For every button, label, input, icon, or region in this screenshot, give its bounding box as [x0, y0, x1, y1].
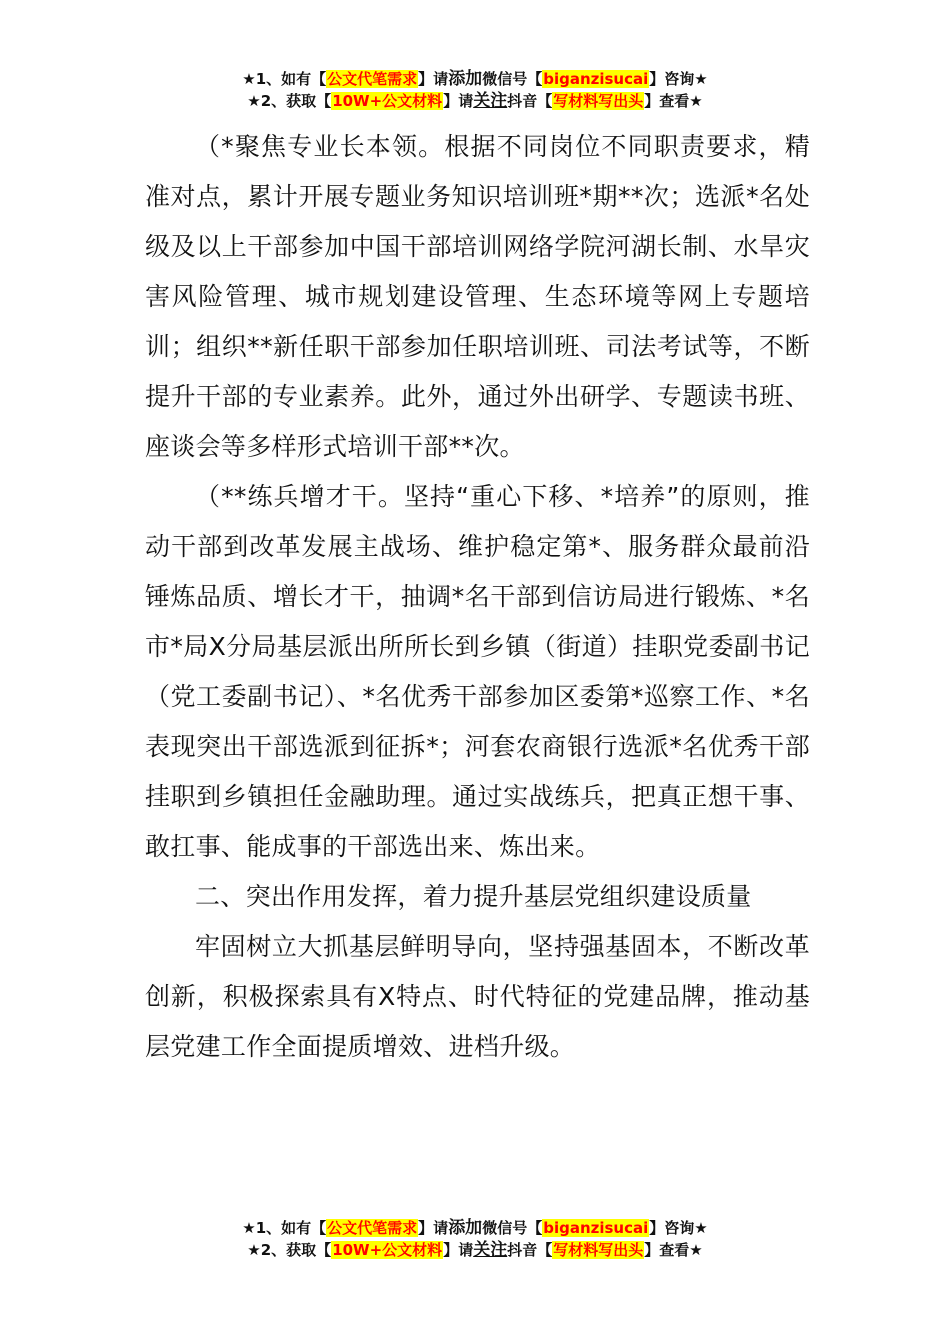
- highlight-wechat-id: biganzisucai: [543, 1219, 649, 1237]
- banner-text: 抖音【: [507, 92, 553, 110]
- banner-text: 2、获取【: [260, 1241, 332, 1259]
- banner-line-2: [0, 1239, 950, 1261]
- banner-line-1: [0, 68, 950, 90]
- banner-text: 微信号【: [482, 1219, 543, 1237]
- star-icon: ★: [689, 92, 703, 110]
- banner-text: 1、如有【: [255, 70, 327, 88]
- banner-text: 】请: [443, 1241, 474, 1259]
- banner-text: 】请: [418, 1219, 449, 1237]
- banner-text: 】咨询: [649, 1219, 695, 1237]
- highlight-materials: 10W+公文材料: [332, 92, 443, 110]
- header-banner: [0, 68, 950, 112]
- highlight-service: 公文代笔需求: [327, 1219, 418, 1237]
- star-icon: ★: [247, 92, 261, 110]
- paragraph-professional-training: （*聚焦专业长本领。根据不同岗位不同职责要求，精准对点，累计开展专题业务知识培训班*期**次；选派*名处级及以上干部参加中国干部培训网络学院河湖长制、水旱灾害风险管理、城市规划建设管理、生态环境等网上专题培训；组织**新任职干部参加任职培训班、司法考试等，不断提升干部的专业素养。此外，通过外出研学、专题读书班、座谈会等多样形式培训干部**次。: [145, 132, 810, 461]
- highlight-wechat-id: biganzisucai: [543, 70, 649, 88]
- star-icon: ★: [242, 1219, 256, 1237]
- emphasis-follow: 关注: [473, 91, 508, 111]
- banner-text: 2、获取【: [260, 92, 332, 110]
- highlight-service: 公文代笔需求: [327, 70, 418, 88]
- banner-text: 】请: [443, 92, 474, 110]
- banner-text: 】请: [418, 70, 449, 88]
- highlight-douyin-account: 写材料写出头: [553, 1241, 644, 1259]
- banner-line-2: [0, 90, 950, 112]
- banner-text: 抖音【: [507, 1241, 553, 1259]
- paragraph-grassroots: 牢固树立大抓基层鲜明导向，坚持强基固本，不断改革创新，积极探索具有X特点、时代特征的党建品牌，推动基层党建工作全面提质增效、进档升级。: [145, 932, 810, 1061]
- star-icon: ★: [247, 1241, 261, 1259]
- highlight-materials: 10W+公文材料: [332, 1241, 443, 1259]
- section-heading: 二、突出作用发挥，着力提升基层党组织建设质量: [195, 882, 752, 911]
- banner-text: 微信号【: [482, 70, 543, 88]
- footer-banner: [0, 1217, 950, 1261]
- document-body: [145, 122, 810, 1072]
- emphasis-add: 添加: [448, 69, 483, 89]
- star-icon: ★: [689, 1241, 703, 1259]
- star-icon: ★: [694, 70, 708, 88]
- emphasis-add: 添加: [448, 1218, 483, 1238]
- banner-text: 1、如有【: [255, 1219, 327, 1237]
- star-icon: ★: [694, 1219, 708, 1237]
- banner-text: 】查看: [644, 92, 690, 110]
- banner-line-1: [0, 1217, 950, 1239]
- banner-text: 】咨询: [649, 70, 695, 88]
- banner-text: 】查看: [644, 1241, 690, 1259]
- highlight-douyin-account: 写材料写出头: [553, 92, 644, 110]
- emphasis-follow: 关注: [473, 1240, 508, 1260]
- star-icon: ★: [242, 70, 256, 88]
- paragraph-practice-training: （**练兵增才干。坚持“重心下移、*培养”的原则，推动干部到改革发展主战场、维护稳定第*、服务群众最前沿锤炼品质、增长才干，抽调*名干部到信访局进行锻炼、*名市*局X分局基层派出所所长到乡镇（街道）挂职党委副书记（党工委副书记）、*名优秀干部参加区委第*巡察工作、*名表现突出干部选派到征拆*；河套农商银行选派*名优秀干部挂职到乡镇担任金融助理。通过实战练兵，把真正想干事、敢扛事、能成事的干部选出来、炼出来。: [145, 482, 810, 861]
